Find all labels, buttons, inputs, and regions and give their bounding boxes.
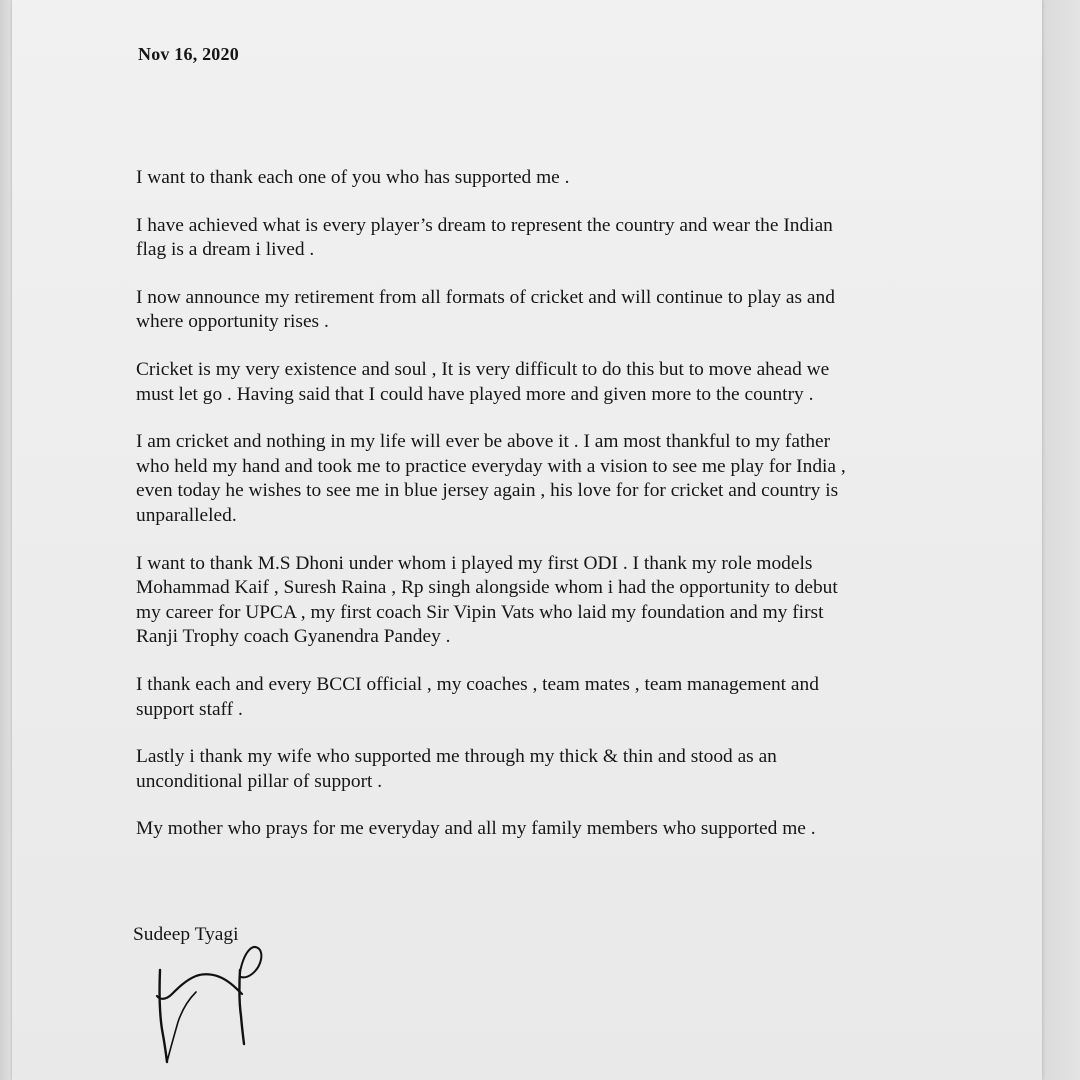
text-line: I am cricket and nothing in my life will ever be above it . I am most thankful to my father <box>136 431 831 453</box>
text-line: Cricket is my very existence and soul , It is very difficult to do this but to move ahead we <box>136 358 830 380</box>
text-line: I want to thank M.S Dhoni under whom i played my first ODI . I thank my role models <box>136 552 813 574</box>
text-line: support staff . <box>136 698 243 720</box>
text-line: unconditional pillar of support . <box>136 770 383 792</box>
paragraph <box>136 358 906 407</box>
text-line: I have achieved what is every player’s dream to represent the country and wear the Indian <box>136 214 833 236</box>
text-line: Mohammad Kaif , Suresh Raina , Rp singh alongside whom i had the opportunity to debut <box>136 577 838 599</box>
signatory-name: Sudeep Tyagi <box>133 924 239 945</box>
text-line: I want to thank each one of you who has supported me . <box>136 167 570 188</box>
paragraph <box>136 166 906 191</box>
text-line: I now announce my retirement from all formats of cricket and will continue to play as and <box>136 286 835 308</box>
text-line: where opportunity rises . <box>136 311 329 333</box>
text-line: unparalleled. <box>136 504 237 526</box>
text-line: must let go . Having said that I could have played more and given more to the country . <box>136 383 814 405</box>
handwritten-signature-icon <box>140 940 290 1080</box>
letter-body <box>136 166 906 865</box>
letter-date: Nov 16, 2020 <box>138 44 239 64</box>
paragraph <box>136 745 906 794</box>
text-line: I thank each and every BCCI official , my coaches , team mates , team management and <box>136 673 819 695</box>
paragraph <box>136 673 906 722</box>
paragraph <box>136 286 906 335</box>
paragraph <box>136 817 906 842</box>
text-line: my career for UPCA , my first coach Sir Vipin Vats who laid my foundation and my first <box>136 601 824 623</box>
text-line: flag is a dream i lived . <box>136 239 315 261</box>
paragraph <box>136 552 906 650</box>
text-line: who held my hand and took me to practice everyday with a vision to see me play for India , <box>136 455 846 477</box>
text-line: Lastly i thank my wife who supported me through my thick & thin and stood as an <box>136 746 777 768</box>
paragraph <box>136 214 906 263</box>
text-line: My mother who prays for me everyday and all my family members who supported me . <box>136 818 816 840</box>
text-line: Ranji Trophy coach Gyanendra Pandey . <box>136 626 451 648</box>
text-line: even today he wishes to see me in blue jersey again , his love for for cricket and country is <box>136 480 839 502</box>
paragraph <box>136 430 906 528</box>
